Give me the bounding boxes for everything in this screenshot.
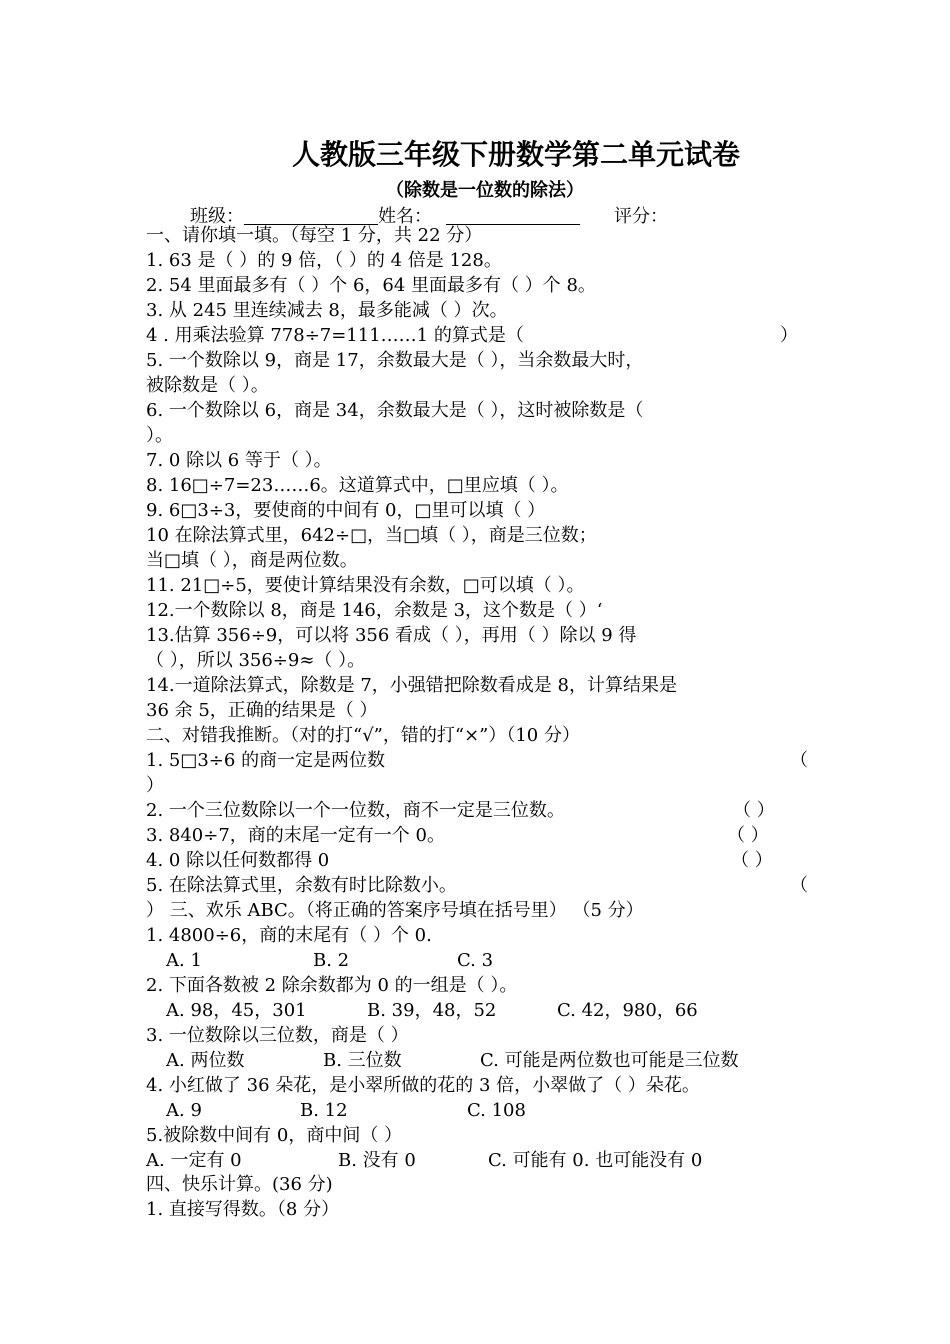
s1-question-11: 11. 21□÷5，要使计算结果没有余数，□可以填（ ）。 bbox=[146, 575, 585, 596]
s1-question-6a: 6. 一个数除以 6，商是 34，余数最大是（ ），这时被除数是（ bbox=[146, 400, 644, 421]
s1-question-3: 3. 从 245 里连续减去 8，最多能减（ ）次。 bbox=[146, 300, 508, 321]
s1-question-6b: ）。 bbox=[146, 425, 173, 446]
section2-heading: 二、对错我推断。（对的打“√”，错的打“×”）（10 分） bbox=[146, 725, 580, 746]
s2-question-4-paren: （ ） bbox=[731, 850, 773, 871]
s3-question-1: 1. 4800÷6，商的末尾有（ ）个 0. bbox=[146, 925, 432, 946]
score-label: 评分： bbox=[614, 206, 668, 227]
s2-question-3: 3. 840÷7，商的末尾一定有一个 0。 bbox=[146, 825, 445, 846]
s3-q2-option-b: B. 39，48，52 bbox=[367, 1000, 497, 1021]
s3-q1-option-a: A. 1 bbox=[166, 950, 202, 971]
s1-question-2: 2. 54 里面最多有（ ）个 6，64 里面最多有（ ）个 8。 bbox=[146, 275, 596, 296]
page-title: 人教版三年级下册数学第二单元试卷 bbox=[291, 138, 740, 171]
s1-question-5a: 5. 一个数除以 9，商是 17，余数最大是（ ），当余数最大时， bbox=[146, 350, 644, 371]
s1-question-10b: 当□填（ ），商是两位数。 bbox=[146, 550, 358, 571]
s3-q3-option-b: B. 三位数 bbox=[323, 1050, 402, 1071]
s3-q3-option-a: A. 两位数 bbox=[166, 1050, 245, 1071]
s3-q5-option-a: A. 一定有 0 bbox=[146, 1150, 242, 1171]
s3-q3-option-c: C. 可能是两位数也可能是三位数 bbox=[480, 1050, 739, 1071]
s2-question-2-paren: （ ） bbox=[733, 800, 775, 821]
class-blank bbox=[244, 206, 378, 225]
s2-question-4: 4. 0 除以任何数都得 0 bbox=[146, 850, 330, 871]
s2-question-1: 1. 5□3÷6 的商一定是两位数 bbox=[146, 750, 386, 771]
s2-question-5: 5. 在除法算式里，余数有时比除数小。 bbox=[146, 875, 457, 896]
s3-q1-option-b: B. 2 bbox=[313, 950, 350, 971]
section1-heading: 一、请你填一填。（每空 1 分，共 22 分） bbox=[146, 225, 483, 246]
s1-question-5b: 被除数是（ ）。 bbox=[146, 375, 269, 396]
page-subtitle: （除数是一位数的除法） bbox=[386, 180, 584, 201]
s2-question-2: 2. 一个三位数除以一个一位数，商不一定是三位数。 bbox=[146, 800, 565, 821]
s2-question-1-close-paren: ） bbox=[146, 775, 164, 796]
name-blank bbox=[446, 206, 580, 225]
s3-question-5: 5.被除数中间有 0，商中间（ ） bbox=[146, 1125, 403, 1146]
s3-q2-option-c: C. 42，980，66 bbox=[557, 1000, 698, 1021]
s3-question-4: 4. 小红做了 36 朵花，是小翠所做的花的 3 倍，小翠做了（ ）朵花。 bbox=[146, 1075, 700, 1096]
s1-question-13b: （ ），所以 356÷9≈（ ）。 bbox=[146, 650, 366, 671]
s2-question-3-paren: （ ） bbox=[727, 825, 769, 846]
s1-question-9: 9. 6□3÷3，要使商的中间有 0，□里可以填（ ） bbox=[146, 500, 546, 521]
s4-question-1: 1. 直接写得数。（8 分） bbox=[146, 1199, 340, 1220]
s3-q4-option-c: C. 108 bbox=[467, 1100, 526, 1121]
s3-question-2: 2. 下面各数被 2 除余数都为 0 的一组是（ ）。 bbox=[146, 975, 518, 996]
s3-q4-option-b: B. 12 bbox=[300, 1100, 348, 1121]
section4-heading: 四、快乐计算。(36 分) bbox=[146, 1174, 333, 1195]
s3-q5-option-b: B. 没有 0 bbox=[338, 1150, 416, 1171]
s1-question-7: 7. 0 除以 6 等于（ ）。 bbox=[146, 450, 332, 471]
s3-q5-option-c: C. 可能有 0. 也可能没有 0 bbox=[488, 1150, 703, 1171]
section3-heading: ） 三、欢乐 ABC。（将正确的答案序号填在括号里） （5 分） bbox=[146, 900, 644, 921]
s1-question-8: 8. 16□÷7=23……6。这道算式中，□里应填（ ）。 bbox=[146, 475, 569, 496]
s3-question-3: 3. 一位数除以三位数，商是（ ） bbox=[146, 1025, 409, 1046]
s1-question-13a: 13.估算 356÷9，可以将 356 看成（ ），再用（ ）除以 9 得 bbox=[146, 625, 637, 646]
s1-question-4-close: ） bbox=[780, 325, 798, 346]
s2-question-1-open-paren: （ bbox=[790, 750, 808, 771]
s1-question-12: 12.一个数除以 8，商是 146，余数是 3，这个数是（ ）‘ bbox=[146, 600, 603, 621]
s1-question-14b: 36 余 5，正确的结果是（ ） bbox=[146, 700, 378, 721]
s1-question-1: 1. 63 是（ ）的 9 倍，（ ）的 4 倍是 128。 bbox=[146, 250, 502, 271]
s3-q1-option-c: C. 3 bbox=[457, 950, 494, 971]
name-label: 姓名： bbox=[378, 206, 432, 227]
s3-q4-option-a: A. 9 bbox=[166, 1100, 202, 1121]
s1-question-14a: 14.一道除法算式，除数是 7，小强错把除数看成是 8，计算结果是 bbox=[146, 675, 677, 696]
s3-q2-option-a: A. 98，45，301 bbox=[166, 1000, 307, 1021]
s1-question-10a: 10 在除法算式里，642÷□，当□填（ ），商是三位数； bbox=[146, 525, 597, 546]
class-label: 班级： bbox=[190, 206, 244, 227]
s2-question-5-open-paren: （ bbox=[790, 875, 808, 896]
s1-question-4: 4 . 用乘法验算 778÷7=111……1 的算式是（ bbox=[146, 325, 524, 346]
